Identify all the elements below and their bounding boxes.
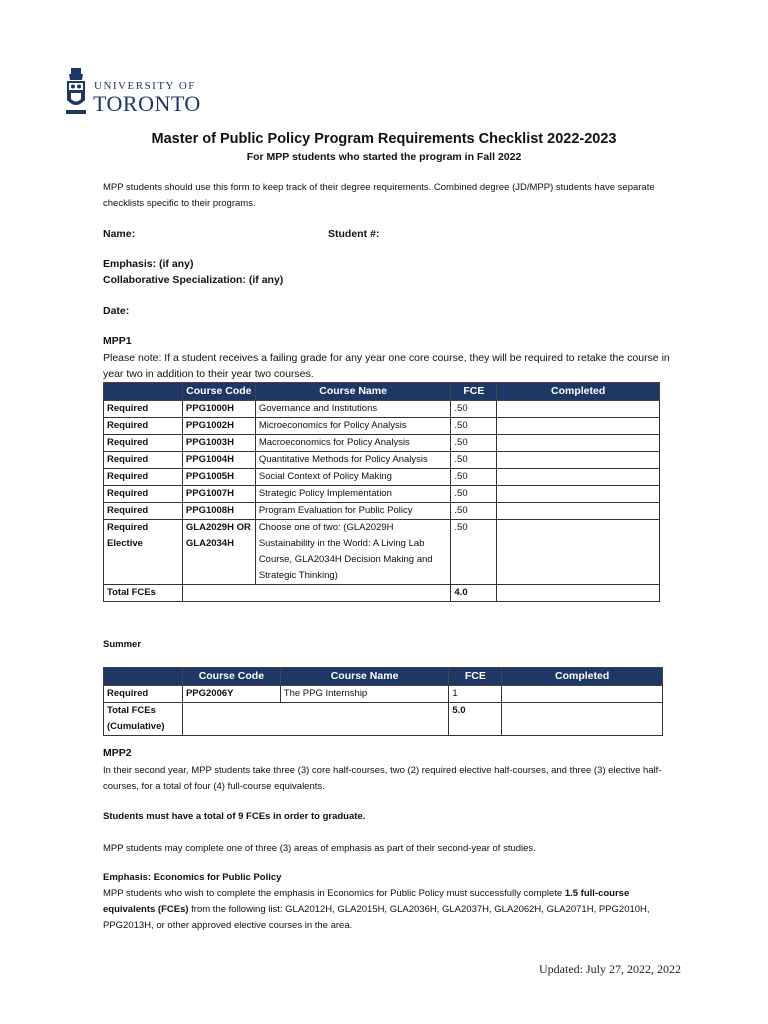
row-name: Social Context of Policy Making [255,469,451,486]
row-type: Required [104,401,183,418]
summer-table [103,667,663,736]
row-fce: .50 [451,503,497,520]
table-row [104,418,660,435]
col-header-code: Course Code [182,668,280,686]
row-name: Program Evaluation for Public Policy [255,503,451,520]
col-header-completed: Completed [497,383,660,401]
row-code: PPG1002H [182,418,255,435]
row-fce: 1 [449,686,502,703]
total-empty [182,585,451,602]
date-label: Date: [103,305,130,317]
row-type: Required [104,503,183,520]
row-type: Required Elective [104,520,183,585]
col-header-name: Course Name [255,383,451,401]
row-name: Strategic Policy Implementation [255,486,451,503]
row-code: PPG1005H [182,469,255,486]
row-fce: .50 [451,401,497,418]
logo-line2: TORONTO [93,91,201,116]
row-completed-cell[interactable] [497,520,660,585]
table-header-row [104,668,663,686]
row-completed-cell[interactable] [497,503,660,520]
col-header-type [104,668,183,686]
mpp1-heading: MPP1 [103,335,132,347]
table-row [104,520,660,585]
row-name: Choose one of two: (GLA2029H Sustainability in the World: A Living Lab Course, GLA2034H Decision Making and Strategic Thinking) [255,520,451,585]
logo-line1: UNIVERSITY OF [94,80,196,92]
col-header-fce: FCE [451,383,497,401]
row-completed-cell[interactable] [497,452,660,469]
graduate-requirement: Students must have a total of 9 FCEs in order to graduate. [103,811,366,822]
row-code: PPG1003H [182,435,255,452]
total-row [104,585,660,602]
row-completed-cell[interactable] [497,418,660,435]
row-type: Required [104,686,183,703]
col-header-code: Course Code [182,383,255,401]
collab-spec-label: Collaborative Specialization: (if any) [103,274,284,286]
row-type: Required [104,435,183,452]
table-row [104,401,660,418]
table-row [104,486,660,503]
total-value: 4.0 [451,585,497,602]
emphasis-heading: Emphasis: Economics for Public Policy [103,872,282,883]
row-fce: .50 [451,469,497,486]
intro-paragraph: MPP students should use this form to keep track of their degree requirements. Combined degree (JD/MPP) students have separate checklists specific to their programs. [103,182,655,209]
table-row [104,686,663,703]
table-header-row [104,383,660,401]
row-completed-cell[interactable] [497,469,660,486]
student-number-label: Student #: [328,228,380,240]
total-empty [182,703,448,736]
total-row [104,703,663,736]
emphasis-bold: 1.5 full-course equivalents (FCEs) [103,888,630,915]
emphasis-paragraph [103,886,675,934]
table-row [104,503,660,520]
emphasis-areas-text: MPP students may complete one of three (3) areas of emphasis as part of their second-year of studies. [103,843,536,854]
emphasis-label: Emphasis: (if any) [103,258,194,270]
row-code: GLA2029H OR GLA2034H [182,520,255,585]
row-name: The PPG Internship [280,686,449,703]
row-name: Microeconomics for Policy Analysis [255,418,451,435]
row-code: PPG2006Y [182,686,280,703]
emphasis-text-2: from the following list: GLA2012H, GLA2015H, GLA2036H, GLA2037H, GLA2062H, GLA2071H, PPG2010H, PPG2013H, or other approved elective courses in the area. [103,904,650,931]
row-fce: .50 [451,520,497,585]
summer-heading: Summer [103,639,142,650]
total-label: Total FCEs [104,585,183,602]
row-code: PPG1007H [182,486,255,503]
row-name: Governance and Institutions [255,401,451,418]
row-type: Required [104,418,183,435]
row-completed-cell[interactable] [502,686,663,703]
mpp2-heading: MPP2 [103,747,132,759]
total-completed-cell [502,703,663,736]
page-subtitle: For MPP students who started the program in Fall 2022 [246,151,522,163]
total-completed-cell [497,585,660,602]
total-label: Total FCEs (Cumulative) [104,703,183,736]
row-completed-cell[interactable] [497,486,660,503]
row-type: Required [104,469,183,486]
row-fce: .50 [451,435,497,452]
mpp1-table [103,382,660,602]
row-fce: .50 [451,452,497,469]
mpp2-text: In their second year, MPP students take three (3) core half-courses, two (2) required elective half-courses, and three (3) elective half-courses, for a total of four (4) full-course equivalents. [103,765,662,792]
col-header-type [104,383,183,401]
crest-icon [64,66,88,118]
updated-date: Updated: July 27, 2022, 2022 [539,962,681,976]
row-code: PPG1008H [182,503,255,520]
name-field-label: Name: [103,228,136,240]
row-name: Quantitative Methods for Policy Analysis [255,452,451,469]
mpp1-note: Please note: If a student receives a failing grade for any year one core course, they will be required to retake the course in year two in addition to their year two courses. [103,352,670,380]
col-header-fce: FCE [449,668,502,686]
col-header-name: Course Name [280,668,449,686]
col-header-completed: Completed [502,668,663,686]
row-type: Required [104,452,183,469]
table-row [104,435,660,452]
row-fce: .50 [451,486,497,503]
page-title: Master of Public Policy Program Requirements Checklist 2022-2023 [151,131,617,147]
row-code: PPG1000H [182,401,255,418]
row-completed-cell[interactable] [497,401,660,418]
row-completed-cell[interactable] [497,435,660,452]
row-fce: .50 [451,418,497,435]
row-type: Required [104,486,183,503]
row-name: Macroeconomics for Policy Analysis [255,435,451,452]
table-row [104,469,660,486]
emphasis-text-1: MPP students who wish to complete the emphasis in Economics for Public Policy must successfully complete [103,888,565,899]
total-value: 5.0 [449,703,502,736]
table-row [104,452,660,469]
row-code: PPG1004H [182,452,255,469]
